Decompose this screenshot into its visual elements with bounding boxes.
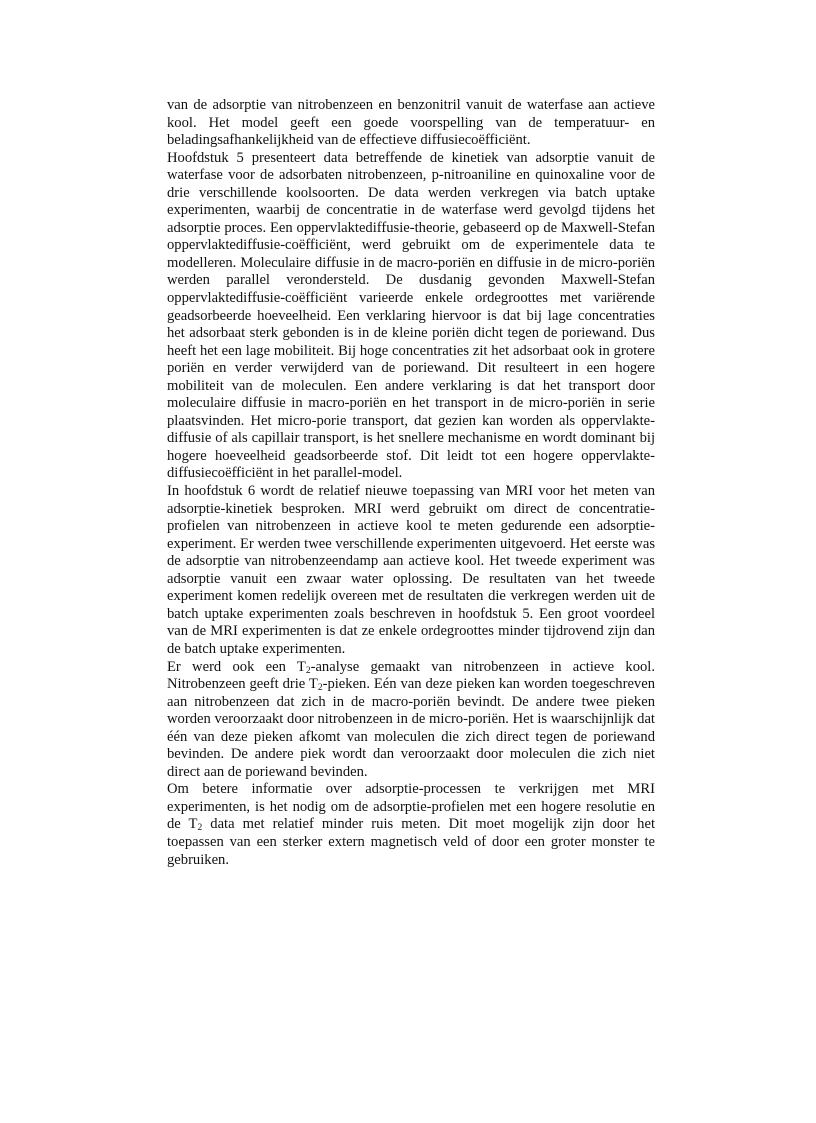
paragraph-text: Hoofdstuk 5 presenteert data betreffende de kinetiek van adsorptie vanuit de waterfase voor de adsorbaten nitrobenzeen, p-nitroaniline en quinoxaline voor de drie verschillende koolsoorten. De data werden verkregen via batch uptake experimenten, waarbij de concentratie in de waterfase werd gevolgd tijdens het adsorptie proces. Een oppervlaktediffusie-theorie, gebaseerd op de Maxwell-Stefan oppervlaktediffusie-coëfficiënt, werd gebruikt om de experimentele data te modelleren. Moleculaire diffusie in de macro-poriën en diffusie in de micro-poriën werden parallel verondersteld. De dusdanig gevonden Maxwell-Stefan oppervlaktediffusie-coëfficiënt varieerde enkele ordegroottes met variërende geadsorbeerde hoeveelheid. Een verklaring hiervoor is dat bij lage concentraties het adsorbaat sterk gebonden is in de kleine poriën dicht tegen de poriewand. Dus heeft het een lage mobiliteit. Bij hoge concentraties zit het adsorbaat ook in grotere poriën en verder verwijderd van de poriewand. Dit resulteert in een hogere mobiliteit van de moleculen. Een andere verklaring is dat het transport door moleculaire diffusie in macro-poriën en het transport in de micro-poriën in serie plaatsvinden. Het micro-porie transport, dat gezien kan worden als oppervlakte-diffusie of als capillair transport, is het snellere mechanisme en wordt dominant bij hogere hoeveelheid geadsorbeerde stof. Dit leidt tot een hogere oppervlakte-diffusiecoëfficiënt in het parallel-model.: [167, 149, 655, 482]
paragraph-3: [167, 483, 655, 658]
paragraph-text: In hoofdstuk 6 wordt de relatief nieuwe toepassing van MRI voor het meten van adsorptie-kinetiek besproken. MRI werd gebruikt om direct de concentratie-profielen van nitrobenzeen in actieve kool te meten gedurende een adsorptie-experiment. Er werden twee verschillende experimenten uitgevoerd. Het eerste was de adsorptie van nitrobenzeendamp aan actieve kool. Het tweede experiment was adsorptie vanuit een zwaar water oplossing. De resultaten van het tweede experiment komen redelijk overeen met de resultaten die verkregen werden uit de batch uptake experimenten zoals beschreven in hoofdstuk 5. Een groot voordeel van de MRI experimenten is dat ze enkele ordegroottes minder tijdrovend zijn dan de batch uptake experimenten.: [167, 483, 655, 657]
paragraph-2: [167, 150, 655, 483]
paragraph-text: -pieken. Eén van deze pieken kan worden toegeschreven aan nitrobenzeen dat zich in de macro-poriën bevindt. De andere twee pieken worden veroorzaakt door nitrobenzeen in de micro-poriën. Het is waarschijnlijk dat één van deze pieken afkomt van moleculen die zich direct tegen de poriewand bevinden. De andere piek wordt dan veroorzaakt door moleculen die zich niet direct aan de poriewand bevinden.: [167, 676, 656, 780]
subscript: 2: [317, 683, 323, 694]
body-text: [167, 97, 655, 869]
paragraph-1: [167, 97, 655, 150]
paragraph-text: Om betere informatie over adsorptie-processen te verkrijgen met MRI experimenten, is het nodig om de adsorptie-profielen met een hogere resolutie en de T: [167, 781, 655, 833]
paragraph-5: [167, 781, 655, 869]
paragraph-text: van de adsorptie van nitrobenzeen en benzonitril vanuit de waterfase aan actieve kool. Het model geeft een goede voorspelling van de temperatuur- en beladingsafhankelijkheid van de effectieve diffusiecoëfficiënt.: [167, 97, 655, 149]
subscript: 2: [197, 823, 203, 834]
paragraph-4: [167, 659, 655, 782]
subscript: 2: [305, 665, 311, 676]
paragraph-text: -analyse gemaakt van nitrobenzeen in actieve kool. Nitrobenzeen geeft drie T: [167, 658, 655, 693]
paragraph-text: Er werd ook een T: [167, 658, 306, 675]
paragraph-text: data met relatief minder ruis meten. Dit moet mogelijk zijn door het toepassen van een sterker extern magnetisch veld of door een groter monster te gebruiken.: [167, 816, 656, 868]
